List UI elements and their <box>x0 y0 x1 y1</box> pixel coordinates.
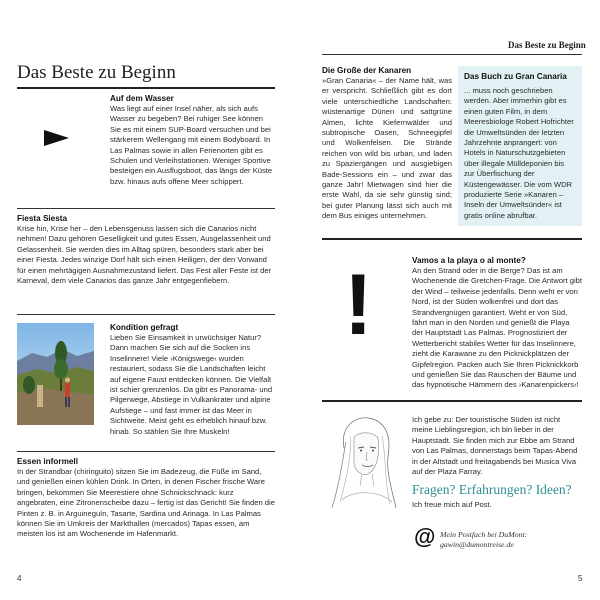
divider <box>322 238 582 240</box>
author-text: Ich gebe zu: Der touristische Süden ist nicht meine Lieblingsregion, ich bin lieber in der Hauptstadt. Sie finden mich zur Ebbe am Strand von Las Palmas, donnerstags beim Tapas-Abend in der Altstadt und freitagabends bei Musica Viva auf der Plaza Farray. <box>412 415 578 477</box>
section-kanaren <box>322 66 452 222</box>
page-number-left: 4 <box>17 574 22 583</box>
section-fiesta <box>17 214 276 286</box>
question-heading: Fragen? Erfahrungen? Ideen? <box>412 482 572 497</box>
section-wasser <box>110 94 276 187</box>
section-text: Lieben Sie Einsamkeit in urwüchsiger Natur? Dann machen Sie sich auf die Socken ins Inselinnere! Viele ›Königswege‹ wurden restauriert, sodass Sie die Landschaften leicht auf eigene Faust entdecken können. Die Vielfalt ist schier grenzenlos. Da gibt es Panorama- und Pilgerwege, Abstiege in Vulkankrater und alpine Aufstiege – und fast immer ist das Meer in Sichtweite. Meist geht es erheblich hinauf bzw. hinab. So stählen Sie Ihre Muskeln! <box>110 333 273 436</box>
section-heading: Auf dem Wasser <box>110 94 174 103</box>
play-icon <box>44 130 69 146</box>
exclamation-icon: ! <box>344 257 373 353</box>
book-box <box>458 66 582 226</box>
divider <box>17 451 275 452</box>
at-icon: @ <box>414 524 436 549</box>
section-text: In der Strandbar (chiringuito) sitzen Sie im Badezeug, die Füße im Sand, und genießen einen kühlen Drink. In Orten, in denen Fischer frische Ware bringen, bekommen Sie Meerestiere ohne Schnickschnack: kurz angebraten, eine Zitronenscheibe dazu – fertig ist das Gericht! Sie finden die Pinten z. B. in Arguineguín, Tasarte, Sardina und Arinaga. In Las Palmas können Sie im Umkreis der Markthallen (mercados) Tapas essen, am meisten los ist am Wochenende im Hafenmarkt. <box>17 467 275 539</box>
section-heading: Fiesta Siesta <box>17 214 68 223</box>
section-author <box>412 415 582 477</box>
section-heading: Essen informell <box>17 457 78 466</box>
section-heading: Kondition gefragt <box>110 323 179 332</box>
mail-block <box>440 530 527 550</box>
mail-label: Mein Postfach bei DuMont: <box>440 530 528 539</box>
book-text: ... muss noch geschrieben werden. Aber immerhin gibt es einen guten Film, in dem Meeresbiologe Robert Hofrichter die Umweltsünden der letzten Jahrzehnte anprangert: von Hotels in Naturschutzgebieten über illegale Mülldeponien bis zur Überfischung der Küstengewässer. Die vom WDR produzierte Serie »Kanaren – Inseln der Umweltsünder« ist gratis online abrufbar. <box>464 86 574 220</box>
section-text: Was liegt auf einer Insel näher, als sich aufs Wasser zu begeben? Bei ruhiger See können Sie es mit einem SUP-Board versuchen und bei stärkerem Wellengang mit einem Bodyboard. In Las Palmas sowie in allen Ferienorten gibt es Schulen und Verleihstationen. Weniger Sportive besteigen ein Ausflugsboot, das längs der Küste bzw. hinaus aufs offene Meer schippert. <box>110 104 273 186</box>
section-playa <box>412 256 582 391</box>
section-heading: Die Große der Kanaren <box>322 66 412 75</box>
section-text: An den Strand oder in die Berge? Das ist am Wochenende die Gretchen-Frage. Die Antwort gibt der Wind – teilweise jedenfalls. Denn weht er von Nord, ist der Süden wolkenfrei und dort das Strandvergnügen garantiert. Weht er von Süd, fährt man in den Norden und genießt die Playa der Hauptstadt Las Palmas. Prognostiziert der Wetterbericht stabiles Wetter für das Inselinnere, zieht die Karawane zu den Picknickplätzen der Gipfelregion. Packen auch Sie Ihren Picknickkorb und genießen Sie das Rauschen der Bäume und das hypnotische Hämmern des ›Kanarenpickers‹! <box>412 266 582 390</box>
header-rule <box>322 54 582 55</box>
hiking-photo <box>17 323 94 425</box>
divider <box>17 208 275 209</box>
divider <box>17 314 275 315</box>
running-header: Das Beste zu Beginn <box>508 40 586 50</box>
mail-address[interactable]: gawin@dumontreise.de <box>440 540 514 549</box>
post-text: Ich freue mich auf Post. <box>412 500 492 509</box>
portrait-sketch <box>322 412 406 516</box>
section-text: »Gran Canaria« – der Name hält, was er verspricht. Schließlich gibt es dort viele unterschiedliche Landschaften: wüstenartige Dünen und sattgrüne Almen, lichte Kiefernwälder und subtropische Oasen, Schneegipfel und Wolkenfelsen. Die Strände reichen von wild bis urban, und laden zu Spaziergängen und ausgiebigen Bade-Sessions ein – und zwar das ganze Jahr! Mietwagen sind hier die erste Wahl, da sie sehr günstig sind; bei guter Planung lässt sich auch mit dem Bus einiges unternehmen. <box>322 76 452 221</box>
section-kondition <box>110 323 276 437</box>
section-heading: Vamos a la playa o al monte? <box>412 256 526 265</box>
section-text: Krise hin, Krise her – den Lebensgenuss lassen sich die Canarios nicht nehmen! Dazu gehören Geselligkeit und gutes Essen, Ausgelassenheit und Gelassenheit. Sie werden dies im Alltag spüren, besonders stark aber bei einer Fiesta. Jedes winzige Dorf hält sich einen Heiligen, der den Vorwand für einen mehrtägigen Ausnahmezustand liefert. Das Fest aller Feste ist der Karneval, dem viele Canarios das ganze Jahr entgegenfiebern. <box>17 224 272 286</box>
page-number-right: 5 <box>578 574 583 583</box>
book-heading: Das Buch zu Gran Canaria <box>464 72 567 81</box>
page-title: Das Beste zu Beginn <box>17 62 176 83</box>
landscape-image <box>17 323 94 425</box>
divider <box>322 400 582 402</box>
title-rule <box>17 87 275 89</box>
author-portrait <box>322 412 406 516</box>
section-essen <box>17 457 276 540</box>
